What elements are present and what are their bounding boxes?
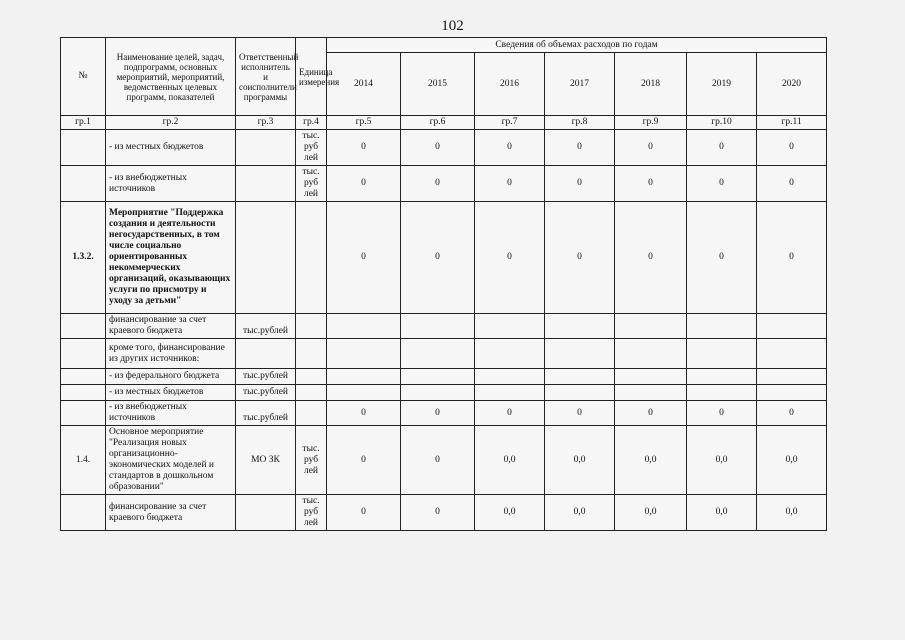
header-year: 2016 <box>475 53 545 116</box>
row-responsible: тыс.рублей <box>236 401 296 426</box>
table-row <box>61 369 827 385</box>
row-value <box>615 369 687 385</box>
row-value <box>327 314 401 339</box>
row-value: 0 <box>475 401 545 426</box>
row-value: 0,0 <box>757 426 827 495</box>
row-value <box>545 369 615 385</box>
row-value <box>545 314 615 339</box>
header-year: 2014 <box>327 53 401 116</box>
row-name: - из федерального бюджета <box>106 369 236 385</box>
row-value: 0 <box>327 401 401 426</box>
row-value <box>545 339 615 369</box>
row-number <box>61 495 106 531</box>
row-name: - из местных бюджетов <box>106 130 236 166</box>
row-number <box>61 369 106 385</box>
row-value: 0 <box>757 166 827 202</box>
row-value: 0 <box>545 166 615 202</box>
row-value: 0,0 <box>545 495 615 531</box>
row-value: 0 <box>475 202 545 314</box>
row-value <box>757 314 827 339</box>
row-unit <box>296 314 327 339</box>
row-value <box>687 369 757 385</box>
group-cell: гр.11 <box>757 116 827 130</box>
header-year: 2020 <box>757 53 827 116</box>
row-value: 0 <box>475 166 545 202</box>
header-unit: Единица измерения <box>296 38 327 116</box>
row-value <box>401 314 475 339</box>
row-value <box>757 339 827 369</box>
row-value: 0,0 <box>687 495 757 531</box>
group-number-row <box>61 116 827 130</box>
row-number <box>61 314 106 339</box>
row-value: 0,0 <box>545 426 615 495</box>
group-cell: гр.1 <box>61 116 106 130</box>
row-value <box>545 385 615 401</box>
table-row <box>61 202 827 314</box>
group-cell: гр.6 <box>401 116 475 130</box>
row-value <box>615 339 687 369</box>
row-unit: тыс. руб лей <box>296 426 327 495</box>
row-responsible: тыс.рублей <box>236 314 296 339</box>
row-value <box>401 385 475 401</box>
row-value <box>401 369 475 385</box>
row-responsible <box>236 166 296 202</box>
row-value: 0 <box>475 130 545 166</box>
row-value: 0,0 <box>475 426 545 495</box>
row-value <box>615 385 687 401</box>
row-name: - из местных бюджетов <box>106 385 236 401</box>
row-value: 0 <box>615 202 687 314</box>
row-value: 0 <box>757 401 827 426</box>
row-name: Основное мероприятие "Реализация новых организационно-экономических моделей и стандартов в дошкольном образовании" <box>106 426 236 495</box>
row-responsible <box>236 495 296 531</box>
row-value: 0 <box>687 166 757 202</box>
table-row <box>61 166 827 202</box>
row-number <box>61 401 106 426</box>
table-row <box>61 314 827 339</box>
row-value <box>401 339 475 369</box>
table-row <box>61 426 827 495</box>
row-value: 0 <box>545 130 615 166</box>
row-number <box>61 385 106 401</box>
row-value <box>687 314 757 339</box>
header-row-1 <box>61 38 827 53</box>
group-cell: гр.7 <box>475 116 545 130</box>
row-number <box>61 130 106 166</box>
page-number: 102 <box>441 18 464 34</box>
row-unit <box>296 202 327 314</box>
row-value: 0 <box>401 166 475 202</box>
row-number <box>61 166 106 202</box>
row-name: - из внебюджетных источников <box>106 401 236 426</box>
row-value: 0 <box>327 495 401 531</box>
row-value <box>615 314 687 339</box>
row-responsible <box>236 130 296 166</box>
budget-table <box>60 37 827 531</box>
header-responsible: Ответственный исполнитель и соисполнители программы <box>236 38 296 116</box>
row-value: 0 <box>401 426 475 495</box>
row-number <box>61 339 106 369</box>
row-responsible <box>236 339 296 369</box>
row-value <box>475 314 545 339</box>
row-number: 1.4. <box>61 426 106 495</box>
row-value <box>687 385 757 401</box>
row-name: кроме того, финансирование из других источников: <box>106 339 236 369</box>
row-value: 0 <box>615 130 687 166</box>
row-value: 0 <box>401 401 475 426</box>
row-value: 0 <box>545 401 615 426</box>
group-cell: гр.10 <box>687 116 757 130</box>
table-row <box>61 385 827 401</box>
row-unit: тыс. руб лей <box>296 495 327 531</box>
row-value: 0 <box>401 130 475 166</box>
row-unit <box>296 369 327 385</box>
row-unit: тыс. руб лей <box>296 130 327 166</box>
row-value: 0 <box>615 401 687 426</box>
row-responsible: тыс.рублей <box>236 369 296 385</box>
row-value: 0 <box>327 426 401 495</box>
row-value: 0 <box>757 130 827 166</box>
header-year: 2017 <box>545 53 615 116</box>
row-responsible: тыс.рублей <box>236 385 296 401</box>
row-value: 0 <box>401 495 475 531</box>
group-cell: гр.3 <box>236 116 296 130</box>
row-name: финансирование за счет краевого бюджета <box>106 495 236 531</box>
row-responsible <box>236 202 296 314</box>
table-row <box>61 339 827 369</box>
row-value: 0 <box>327 130 401 166</box>
row-unit <box>296 385 327 401</box>
row-value <box>327 369 401 385</box>
row-value <box>327 385 401 401</box>
group-cell: гр.4 <box>296 116 327 130</box>
row-value <box>757 369 827 385</box>
row-value: 0,0 <box>757 495 827 531</box>
row-name: финансирование за счет краевого бюджета <box>106 314 236 339</box>
row-unit <box>296 401 327 426</box>
row-value: 0 <box>687 130 757 166</box>
group-cell: гр.5 <box>327 116 401 130</box>
row-value <box>757 385 827 401</box>
row-value: 0 <box>327 166 401 202</box>
row-value <box>475 369 545 385</box>
table-row <box>61 495 827 531</box>
header-year: 2018 <box>615 53 687 116</box>
row-value: 0 <box>401 202 475 314</box>
row-number: 1.3.2. <box>61 202 106 314</box>
row-value <box>475 385 545 401</box>
row-value: 0 <box>327 202 401 314</box>
row-value: 0 <box>757 202 827 314</box>
header-year: 2019 <box>687 53 757 116</box>
group-cell: гр.8 <box>545 116 615 130</box>
row-name: Мероприятие "Поддержка создания и деятельности негосударственных, в том числе социально ориентированных некоммерческих организаций, оказывающих услуги по присмотру и уходу за детьми" <box>106 202 236 314</box>
row-value <box>687 339 757 369</box>
row-value <box>327 339 401 369</box>
header-name: Наименование целей, задач, подпрограмм, основных мероприятий, мероприятий, ведомственных целевых программ, показателей <box>106 38 236 116</box>
row-value: 0,0 <box>475 495 545 531</box>
row-unit <box>296 339 327 369</box>
row-value <box>475 339 545 369</box>
row-value: 0,0 <box>615 495 687 531</box>
row-value: 0 <box>687 202 757 314</box>
row-value: 0 <box>545 202 615 314</box>
group-cell: гр.9 <box>615 116 687 130</box>
header-year: 2015 <box>401 53 475 116</box>
row-value: 0,0 <box>615 426 687 495</box>
row-value: 0,0 <box>687 426 757 495</box>
row-responsible: МО ЗК <box>236 426 296 495</box>
table-row <box>61 401 827 426</box>
row-value: 0 <box>615 166 687 202</box>
row-name: - из внебюджетных источников <box>106 166 236 202</box>
row-value: 0 <box>687 401 757 426</box>
header-num: № <box>61 38 106 116</box>
table-row <box>61 130 827 166</box>
group-cell: гр.2 <box>106 116 236 130</box>
header-years-group: Сведения об объемах расходов по годам <box>327 38 827 53</box>
row-unit: тыс. руб лей <box>296 166 327 202</box>
